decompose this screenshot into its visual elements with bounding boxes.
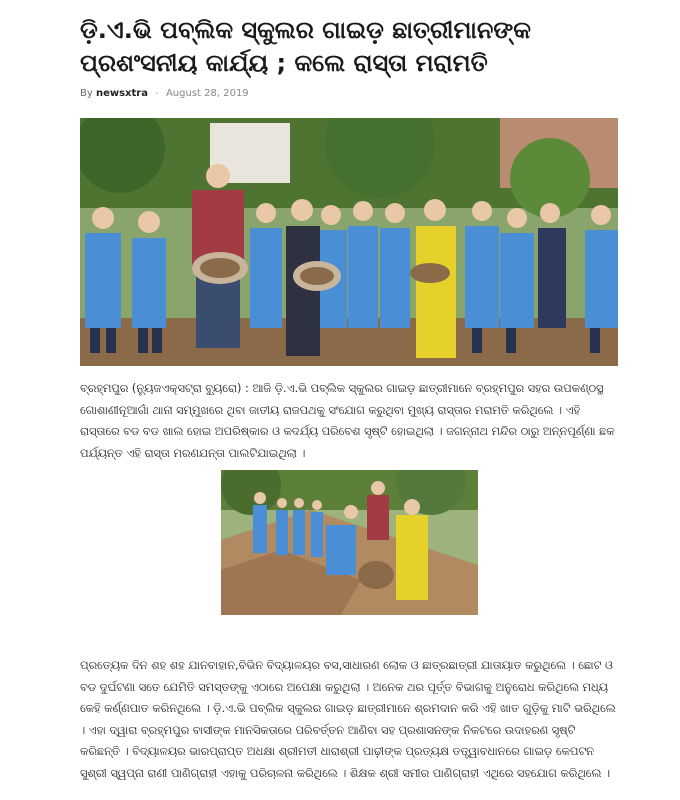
article-paragraph: ପ୍ରତ୍ୟେକ ଦିନ ଶହ ଶହ ଯାନବାହାନ,ବିଭିନ ବିଦ୍ୟାଳୟର ବସ,ସାଧାରଣ ଲୋକ ଓ ଛାତ୍ରଛାତ୍ରୀ ଯାତାୟାତ କରୁଥିଲେ । ଛୋଟ ଓ ବଡ ଦୁର୍ଘଟଣା ସତେ ଯେମିତି ସମସ୍ତଙ୍କୁ ଏଠାରେ ଅପେକ୍ଷା କରୁଥିଲା । ଅନେକ ଥର ପୂର୍ତ୍ତ ବିଭାଗକୁ ଅନୁରୋଧ କରିଥିଲେ ମଧ୍ୟ କେହି କର୍ଣ୍ଣପାତ କରିନଥିଲେ । ଡ଼ି.ଏ.ଭି ପବ୍ଲିକ ସ୍କୁଲର ଗାଇଡ଼ ଛାତ୍ରୀମାନେ ଶ୍ରମଦାନ କରି ଏହି ଖାତ ଗୁଡ଼ିକୁ ମାଟି ଭରିଥିଲେ । ଏହା ଦ୍ୱାରା ବ୍ରହ୍ମପୁର ବାସୀଙ୍କ ମାନସିକତାରେ ପରିବର୍ତ୍ତନ ଆଣିବା ସହ ପ୍ରଶାସନଙ୍କ ନିକଟରେ ଉଦାହରଣ ସୃଷ୍ଟି କରିଛନ୍ତି । ବିଦ୍ୟାଳୟର ଭାରପ୍ରାପ୍ତ ଅଧକ୍ଷା ଶ୍ରୀମତୀ ଧାରାଶ୍ରୀ ପାଢ଼ୀଙ୍କ ପ୍ରତ୍ୟକ୍ଷ ତତ୍ତ୍ୱାବଧାନରେ ଗାଇଡ଼ କେପଟନ ସୁଶ୍ରୀ ସ୍ୱପ୍ନା ରାଣୀ ପାଣିଗ୍ରାହୀ ଏହାକୁ ପରିଚାଳନା କରିଥିଲେ । ଶିକ୍ଷକ ଶ୍ରୀ ସମୀର ପାଣିଗ୍ରାହୀ ଏଥିରେ ସହଯୋଗ କରିଥିଲେ । xyxy=(80,659,616,780)
publish-date: August 28, 2019 xyxy=(165,88,249,99)
road-repair-photo xyxy=(221,470,478,615)
main-photo xyxy=(80,118,618,366)
article-title: ଡ଼ି.ଏ.ଭି ପବ୍ଲିକ ସ୍କୁଲର ଗାଇଡ଼ ଛାତ୍ରୀମାନଙ୍କ ପ୍ରଶଂସନୀୟ କାର୍ଯ୍ୟ ; କଲେ ରାସ୍ତା ମରାମତି xyxy=(80,16,532,77)
article-paragraph: ବ୍ରହ୍ମପୁର (ନ୍ୟୁଜଏକ୍ସଟ୍ରା ବ୍ୟୁରୋ) : ଆଜି ଡ଼ି.ଏ.ଭି ପବ୍ଲିକ ସ୍କୁଲର ଗାଇଡ଼ ଛାତ୍ରୀମାନେ ବ୍ରହ୍ମପୁର ସହର ଉପକଣ୍ଠସ୍ଥ ଗୋଶାଣୀନୂଆଗାଁ ଥାନା ସମ୍ମୁଖରେ ଥିବା ଜାତୀୟ ରାଜପଥକୁ ସଂଯୋଗ କରୁଥିବା ମୁଖ୍ୟ ରାସ୍ତାର ମରାମତି କରିଥିଲେ । ଏହି ରାସ୍ତାରେ ବଡ ବଡ ଖାଲ ହୋଇ ଅପରିଷ୍କାର ଓ କଦର୍ଯ୍ୟ ପରିବେଶ ସୃଷ୍ଟି ହୋଇଥିଲା । ଜଗନ୍ନାଥ ମନ୍ଦିର ଠାରୁ ଅନ୍ନପୂର୍ଣ୍ଣା ଛକ ପର୍ଯ୍ୟନ୍ତ ଏହି ରାସ୍ତା ମରଣଯନ୍ତା ପାଲଟିଯାଇଥିଲା । xyxy=(80,382,615,460)
road-repair-illustration xyxy=(221,470,478,615)
main-photo-illustration xyxy=(80,118,618,366)
article-meta xyxy=(80,88,249,99)
meta-separator: - xyxy=(155,88,159,99)
byline-prefix: By xyxy=(80,88,93,99)
author-link[interactable]: newsxtra xyxy=(95,88,148,99)
